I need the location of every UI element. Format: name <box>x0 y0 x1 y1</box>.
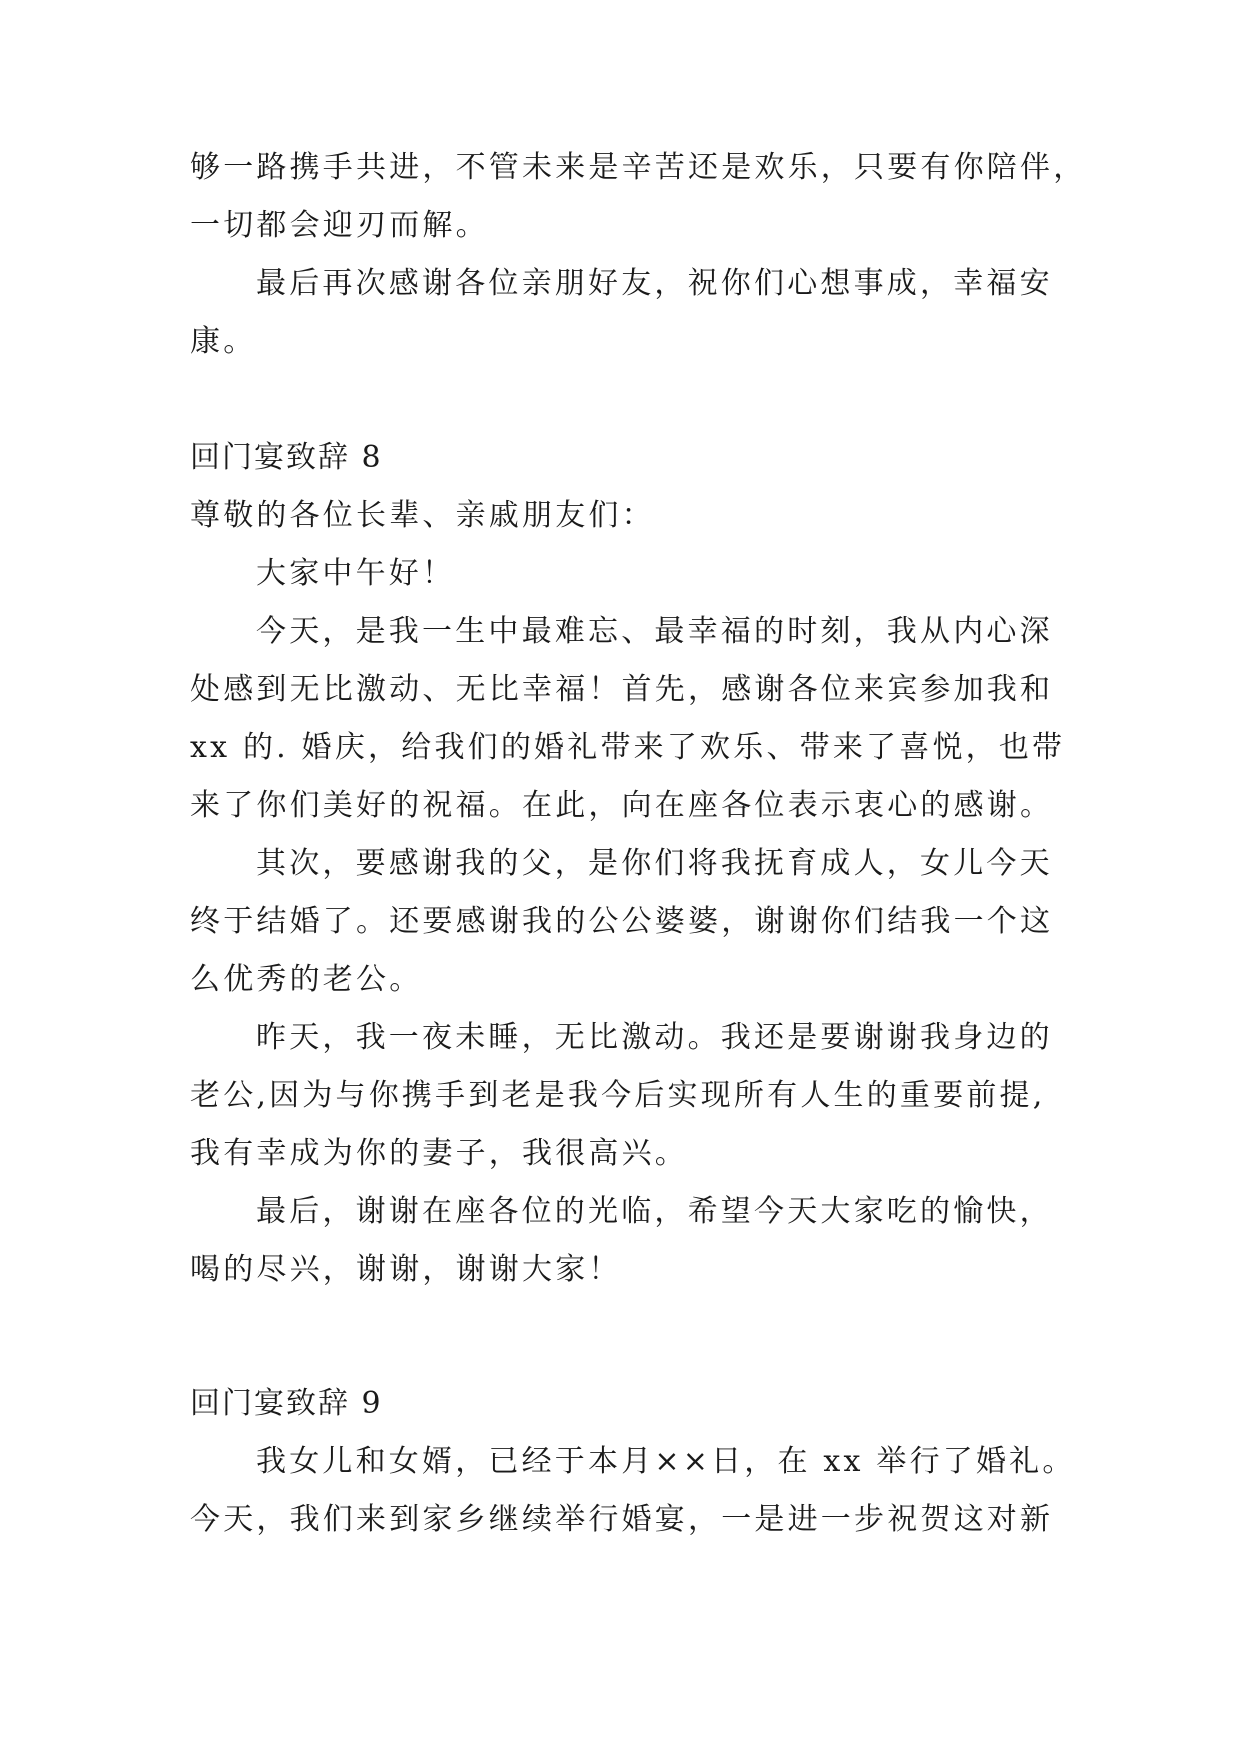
paragraph-line: 昨天，我一夜未睡，无比激动。我还是要谢谢我身边的 <box>256 1020 1053 1055</box>
section-heading: 回门宴致辞 8 <box>190 440 383 475</box>
paragraph-line: 老公,因为与你携手到老是我今后实现所有人生的重要前提, <box>190 1078 1046 1113</box>
section-heading: 回门宴致辞 9 <box>190 1386 383 1421</box>
paragraph-line: 来了你们美好的祝福。在此，向在座各位表示衷心的感谢。 <box>190 788 1054 823</box>
paragraph-line: 终于结婚了。还要感谢我的公公婆婆，谢谢你们结我一个这 <box>190 904 1054 939</box>
paragraph-line: 么优秀的老公。 <box>190 962 423 997</box>
paragraph-line: 一切都会迎刃而解。 <box>190 208 489 243</box>
paragraph-line: xx 的. 婚庆，给我们的婚礼带来了欢乐、带来了喜悦，也带 <box>190 730 1066 765</box>
paragraph-line: 最后，谢谢在座各位的光临，希望今天大家吃的愉快， <box>256 1194 1053 1229</box>
paragraph-line: 我女儿和女婿，已经于本月××日，在 xx 举行了婚礼。 <box>256 1444 1076 1479</box>
greeting: 大家中午好！ <box>256 556 456 591</box>
paragraph-line: 我有幸成为你的妻子，我很高兴。 <box>190 1136 688 1171</box>
paragraph-line: 今天，我们来到家乡继续举行婚宴，一是进一步祝贺这对新 <box>190 1502 1054 1537</box>
paragraph-line: 今天，是我一生中最难忘、最幸福的时刻，我从内心深 <box>256 614 1053 649</box>
paragraph-line: 其次，要感谢我的父，是你们将我抚育成人，女儿今天 <box>256 846 1053 881</box>
paragraph-line: 够一路携手共进，不管未来是辛苦还是欢乐，只要有你陪伴， <box>190 150 1087 185</box>
paragraph-line: 处感到无比激动、无比幸福！首先，感谢各位来宾参加我和 <box>190 672 1054 707</box>
document-page <box>190 0 1087 1754</box>
paragraph-line: 最后再次感谢各位亲朋好友，祝你们心想事成，幸福安 <box>256 266 1053 301</box>
paragraph-line: 喝的尽兴，谢谢，谢谢大家！ <box>190 1252 622 1287</box>
paragraph-line: 康。 <box>190 324 257 359</box>
salutation: 尊敬的各位长辈、亲戚朋友们： <box>190 498 655 533</box>
